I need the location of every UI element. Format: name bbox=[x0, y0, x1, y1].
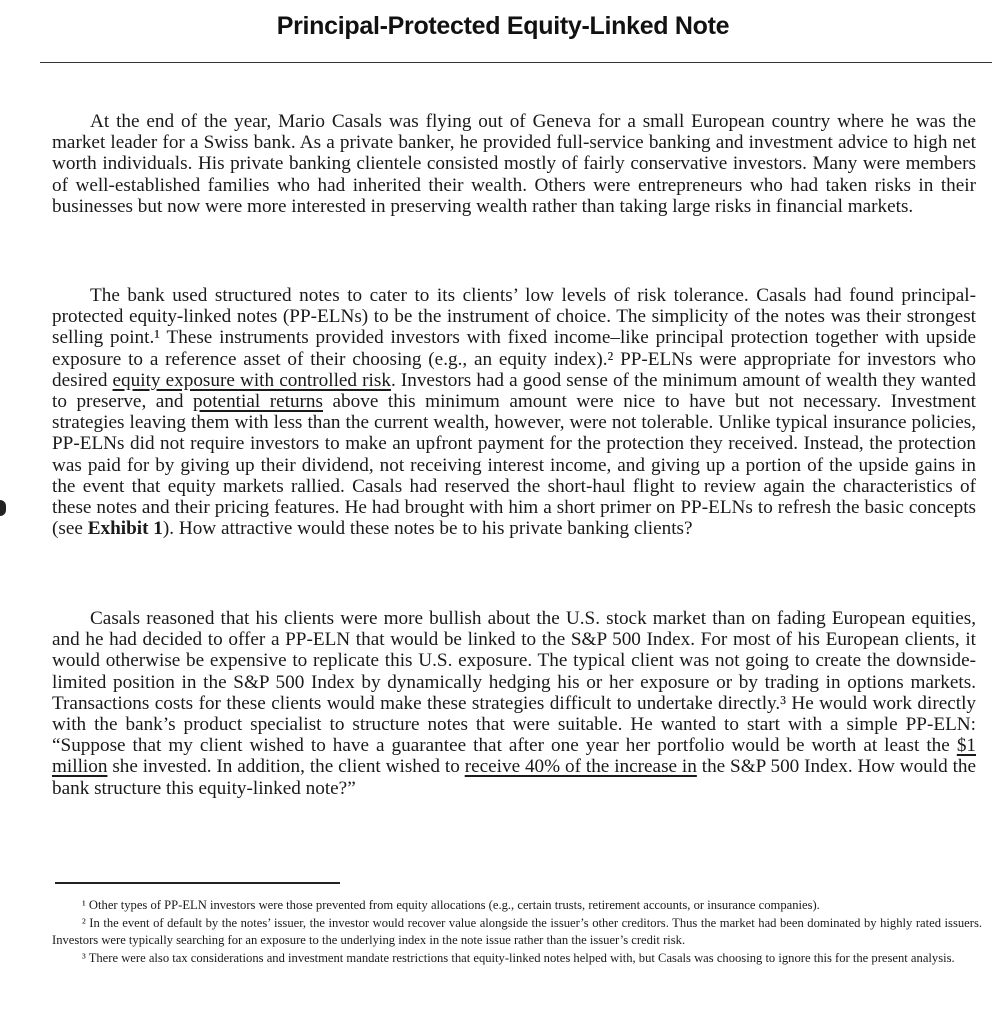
footnotes bbox=[52, 897, 982, 967]
paragraph-3 bbox=[52, 608, 976, 799]
document-title: Principal-Protected Equity-Linked Note bbox=[276, 12, 730, 40]
paragraph-3-text bbox=[52, 608, 976, 799]
text-segment: above this minimum amount were nice to have but not necessary. Investment strategies leaving them with less than the current wealth, however, were not tolerable. Unlike typical insurance policies, PP-ELNs did not require investors to make an upfront payment for the protection they received. Instead, the protection was paid for by giving up their dividend, not receiving interest income, and giving up a portion of the upside gains in the event that equity markets rallied. Casals had reserved the short-haul flight to review again the characteristics of these notes and their pricing features. He had brought with him a short primer on PP-ELNs to refresh the basic concepts (see bbox=[52, 391, 976, 540]
underlined-text: equity exposure with controlled risk bbox=[112, 369, 391, 391]
text-segment: The bank used structured notes to cater to its clients’ low levels of risk tolerance. Casals had found principal-protected equity-linked notes (PP-ELNs) to be the instrument of choice. The simplicity of the notes was their strongest selling point.¹ These instruments provided investors with fixed income–like principal protection together with upside exposure to a reference asset of their choosing (e.g., an equity index).² PP-ELNs were appropriate for investors who desired bbox=[52, 285, 976, 391]
text-segment: . Investors had a good sense of the minimum amount of wealth they wanted to preserve, and bbox=[52, 369, 976, 413]
underlined-text: $1 million bbox=[52, 735, 976, 778]
exhibit-reference: Exhibit 1 bbox=[87, 518, 163, 540]
text-segment: the S&P 500 Index. How would the bank structure this equity-linked note?” bbox=[52, 756, 977, 799]
footnote-2: ² In the event of default by the notes’ issuer, the investor would recover value alongside the issuer’s other creditors. Thus the market had been dominated by highly rated issuers. Investors were typically searching for an exposure to the underlying index in the note issue rather than the issuer’s credit risk. bbox=[52, 915, 982, 947]
title-divider bbox=[40, 62, 992, 63]
paragraph-2 bbox=[52, 285, 976, 539]
footnote-divider bbox=[55, 882, 340, 884]
paragraph-1-text: At the end of the year, Mario Casals was flying out of Geneva for a small European country where he was the market leader for a Swiss bank. As a private banker, he provided full-service banking and investment advice to high net worth individuals. His private banking clientele consisted mostly of fairly conservative investors. Many were members of well-established families who had inherited their wealth. Others were entrepreneurs who had taken risks in their businesses but now were more interested in preserving wealth rather than taking large risks in financial markets. bbox=[52, 111, 976, 217]
binding-hole-mark bbox=[0, 500, 6, 516]
paragraph-1 bbox=[52, 111, 976, 217]
text-segment: she invested. In addition, the client wished to bbox=[107, 756, 465, 778]
text-segment: ). How attractive would these notes be to his private banking clients? bbox=[162, 518, 693, 540]
paragraph-2-text bbox=[52, 285, 976, 539]
underlined-text: receive 40% of the increase in bbox=[464, 756, 697, 778]
footnote-1: ¹ Other types of PP-ELN investors were those prevented from equity allocations (e.g., certain trusts, retirement accounts, or insurance companies). bbox=[82, 898, 820, 912]
underlined-text: potential returns bbox=[193, 391, 323, 413]
footnote-3: ³ There were also tax considerations and investment mandate restrictions that equity-linked notes helped with, but Casals was choosing to ignore this for the present analysis. bbox=[82, 950, 955, 965]
text-segment: Casals reasoned that his clients were more bullish about the U.S. stock market than on fading European equities, and he had decided to offer a PP-ELN that would be linked to the S&P 500 Index. For most of his European clients, it would otherwise be expensive to replicate this U.S. exposure. The typical client was not going to create the downside-limited position in the S&P 500 Index by dynamically hedging his or her exposure or by trading in options markets. Transactions costs for these clients would make these strategies difficult to undertake directly.³ He would work directly with the bank’s product specialist to structure notes that were suitable. He wanted to start with a simple PP-ELN: “Suppose that my client wished to have a guarantee that after one year her portfolio would be worth at least the bbox=[52, 608, 976, 757]
